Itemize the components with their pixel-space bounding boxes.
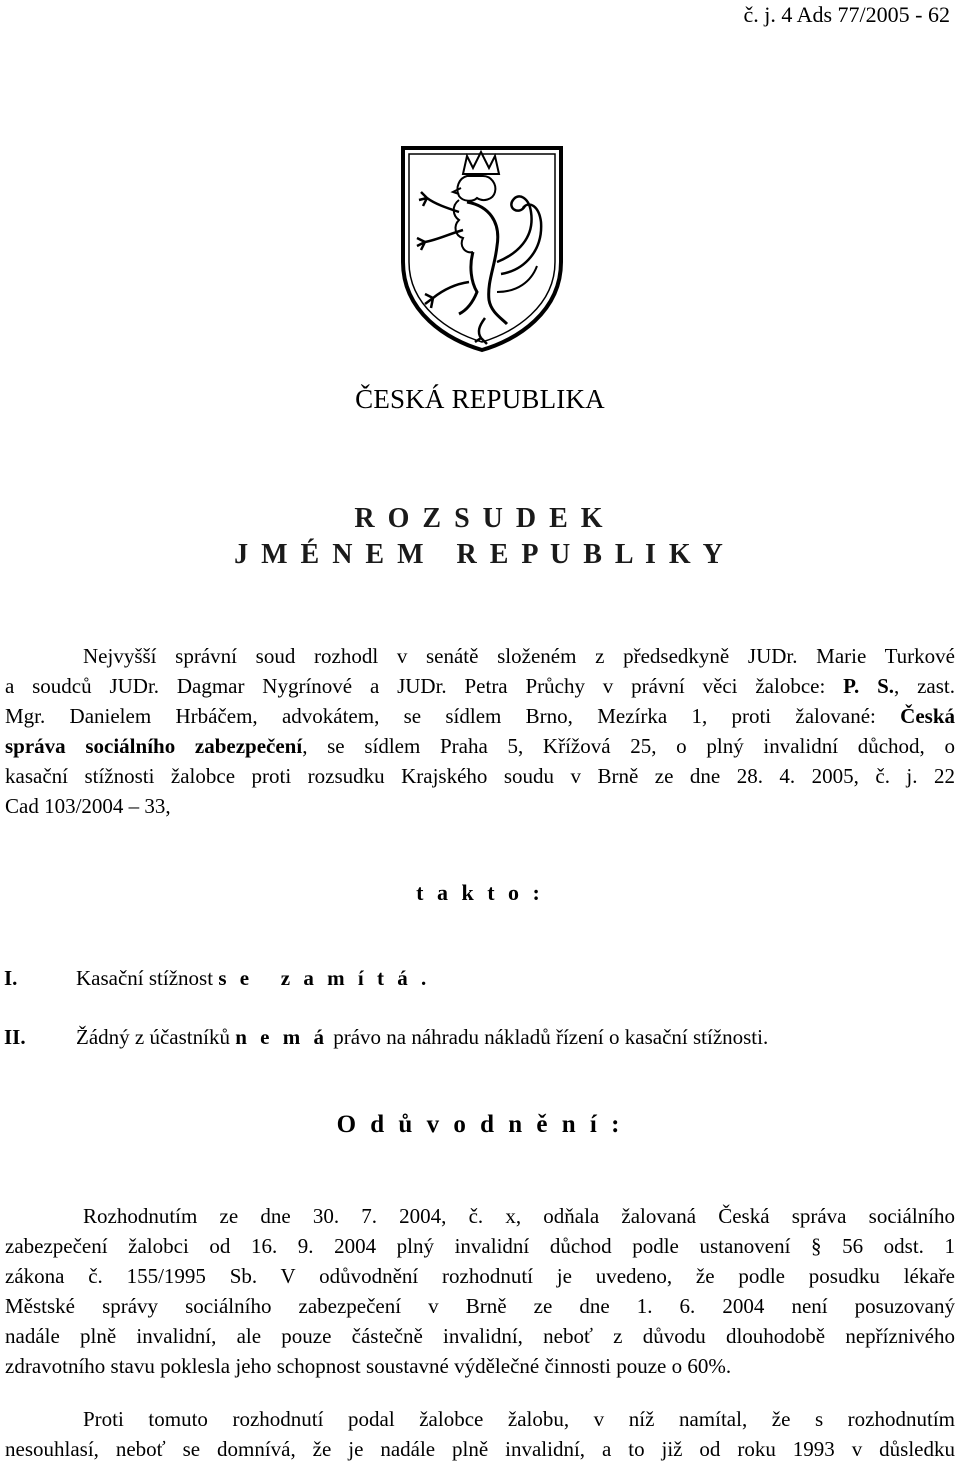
intro-line: Cad 103/2004 – 33, (5, 794, 171, 818)
intro-line (5, 671, 955, 701)
intro-line (5, 701, 955, 731)
reasoning-paragraph-1 (5, 1201, 955, 1381)
reasoning-line: zdravotního stavu poklesla jeho schopnost soustavné výdělečné činnosti pouze o 60%. (5, 1354, 732, 1378)
ruling-number: II. (4, 1025, 26, 1049)
reasoning-line: nesouhlasí, neboť se domnívá, že je nadále plně invalidní, a to již od roku 1993 v důsledku (5, 1437, 955, 1461)
defendant-name: Česká (900, 704, 956, 728)
case-reference: č. j. 4 Ads 77/2005 - 62 (743, 2, 950, 27)
reasoning-line: Městské správy sociálního zabezpečení v Brně ze dne 1. 6. 2004 není posuzovaný (5, 1294, 955, 1318)
intro-text: Mgr. Danielem Hrbáčem, advokátem, se sídlem Brno, Mezírka 1, proti žalované: (5, 704, 876, 728)
reasoning-line: zabezpečení žalobci od 16. 9. 2004 plný invalidní důchod podle ustanovení § 56 odst. 1 (5, 1234, 955, 1258)
reasoning-line: zákona č. 155/1995 Sb. V odůvodnění rozhodnutí je uvedeno, že podle posudku lékaře (5, 1264, 955, 1288)
intro-text: a soudců JUDr. Dagmar Nygrínové a JUDr. Petra Průchy v právní věci žalobce: (5, 674, 826, 698)
ruling-prefix: Žádný z účastníků (76, 1025, 236, 1049)
in-name-of-republic: J M É N E M R E P U B L I K Y (234, 539, 726, 570)
reasoning-line: nadále plně invalidní, ale pouze částečně invalidní, neboť z důvodu dlouhodobě nepříznivého (5, 1324, 955, 1348)
ruling-suffix: právo na náhradu nákladů řízení o kasační stížnosti. (327, 1025, 769, 1049)
operative-heading: t a k t o : (416, 880, 544, 905)
ruling-item (0, 966, 960, 996)
country-heading: ČESKÁ REPUBLIKA (355, 384, 605, 414)
ruling-number: I. (4, 966, 18, 990)
ruling-text (76, 966, 430, 991)
ruling-prefix: Kasační stížnost (76, 966, 219, 990)
judgment-title: R O Z S U D E K (354, 503, 606, 534)
reasoning-line: Proti tomuto rozhodnutí podal žalobce žalobu, v níž namítal, že s rozhodnutím (83, 1407, 955, 1431)
intro-text: , zast. (894, 674, 955, 698)
intro-text: , se sídlem Praha 5, Křížová 25, o plný invalidní důchod, o (302, 734, 955, 758)
ruling-text (76, 1025, 768, 1050)
ruling-emphasis: s e z a m í t á . (218, 966, 431, 990)
reasoning-heading: O d ů v o d n ě n í : (336, 1111, 624, 1138)
reasoning-paragraph-2 (5, 1404, 955, 1464)
ruling-emphasis: n e m á (235, 1025, 328, 1049)
czech-lion-coat-of-arms-icon (397, 142, 567, 354)
defendant-name: správa sociálního zabezpečení (5, 734, 303, 758)
intro-line: kasační stížnosti žalobce proti rozsudku Krajského soudu v Brně ze dne 28. 4. 2005, č. j. 22 (5, 764, 955, 788)
intro-line (5, 731, 955, 761)
plaintiff-name: P. S. (843, 674, 895, 698)
ruling-item (0, 1025, 960, 1055)
reasoning-line: Rozhodnutím ze dne 30. 7. 2004, č. x, odňala žalovaná Česká správa sociálního (83, 1204, 955, 1228)
intro-paragraph (5, 641, 955, 821)
intro-line: Nejvyšší správní soud rozhodl v senátě složeném z předsedkyně JUDr. Marie Turkové (83, 644, 955, 668)
